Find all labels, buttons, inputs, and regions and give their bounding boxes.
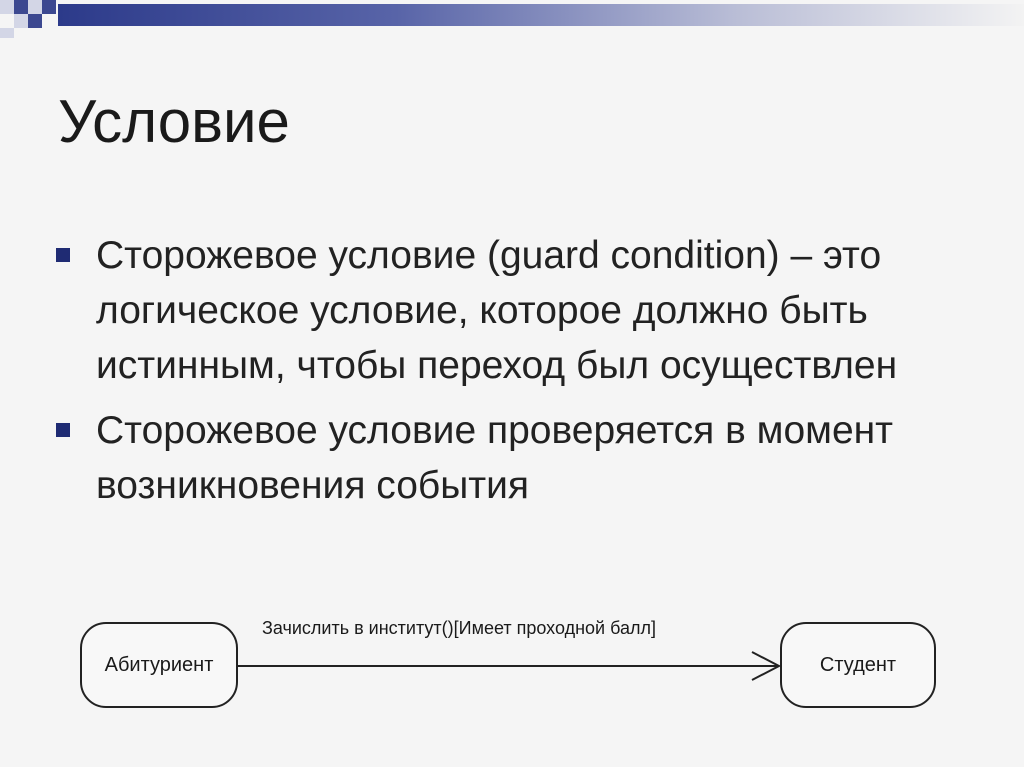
decor-square — [14, 0, 28, 14]
decor-square — [0, 0, 14, 14]
decor-square — [28, 0, 42, 14]
bullet-text: Сторожевое условие проверяется в момент возникновения события — [96, 409, 894, 507]
bullet-square-icon — [56, 423, 70, 437]
header-gradient-bar — [58, 4, 1024, 26]
state-target-label: Студент — [819, 653, 897, 676]
bullet-item — [50, 228, 970, 393]
state-source — [80, 622, 238, 708]
slide-title: Условие — [58, 88, 290, 155]
transition-label: Зачислить в институт()[Имеет проходной балл] — [262, 618, 657, 638]
decor-square — [14, 14, 28, 28]
bullet-square-icon — [56, 248, 70, 262]
decor-square — [28, 14, 42, 28]
bullet-text: Сторожевое условие (guard condition) – это логическое условие, которое должно быть истинным, чтобы переход был осуществлен — [96, 234, 898, 387]
bullet-list — [50, 228, 970, 523]
decor-square — [42, 0, 56, 14]
state-transition-diagram — [0, 600, 1024, 730]
state-source-label: Абитуриент — [104, 653, 214, 676]
state-target — [780, 622, 936, 708]
decorative-header-band — [0, 0, 1024, 38]
decor-square — [0, 28, 14, 38]
bullet-item — [50, 403, 970, 513]
